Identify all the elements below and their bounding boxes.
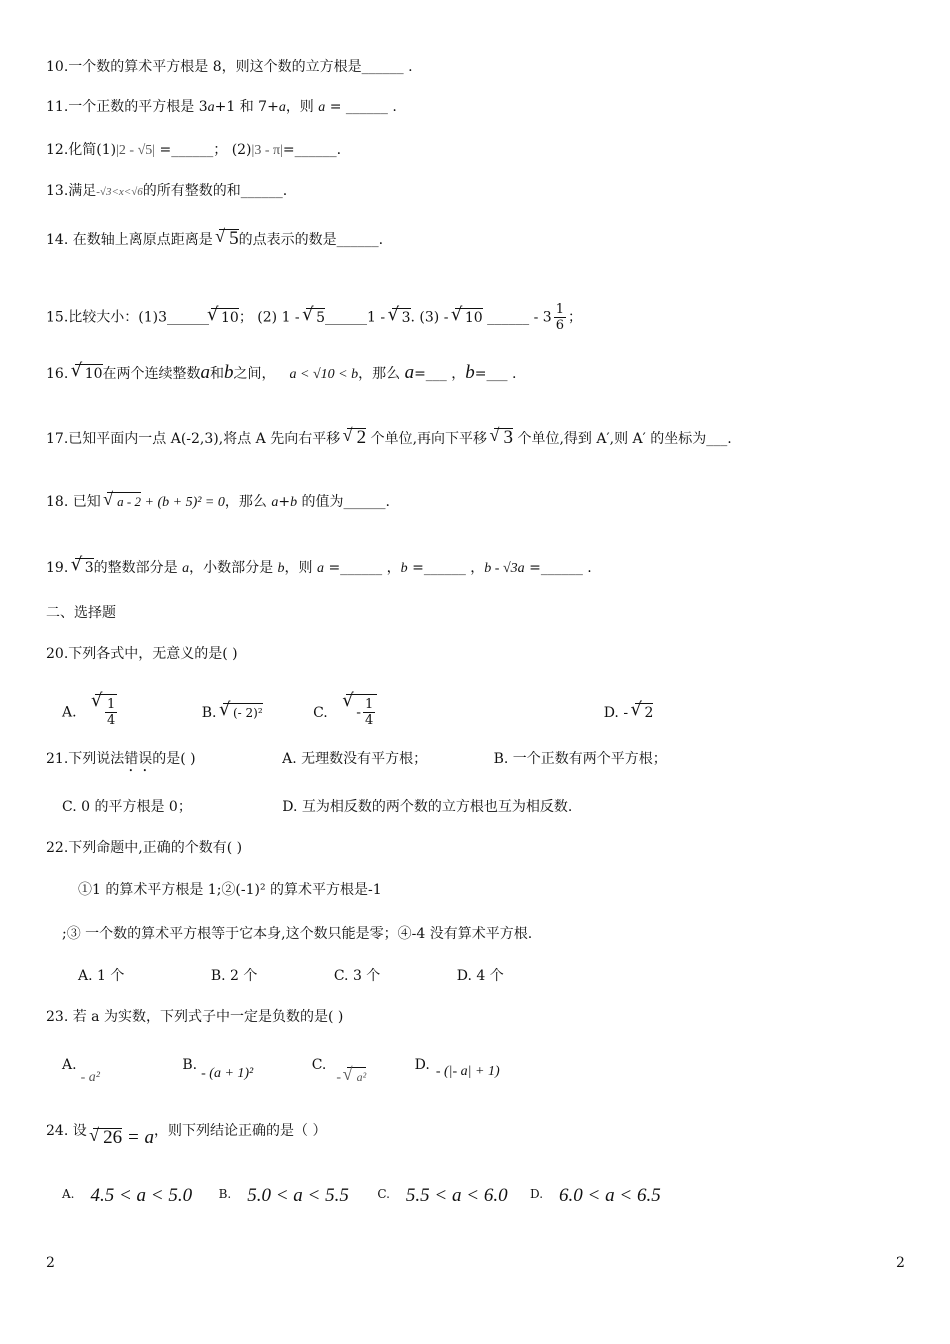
question-22-options: A. 1 个 B. 2 个 C. 3 个 D. 4 个 <box>78 968 504 984</box>
section-title-choice: 二、选择题 <box>46 605 116 621</box>
question-20-options: A. √ $\frac{1}{4}$ B. √ (- 2)² C. √ - $\frac{1}{4}$ D. - √ 2 <box>62 694 653 734</box>
question-15: 15.比较大小：(1)3______√ 10； (2) 1 - √ 5______1 - √ 3. (3) - √ 10 ______ - 3 $\frac{1}{6}$ ； <box>46 302 582 333</box>
question-24-options: A. 4.5 < a < 5.0 B. 5.0 < a < 5.5 C. 5.5 < a < 6.0 D. 6.0 < a < 6.5 <box>62 1185 661 1206</box>
question-22: 22.下列命题中,正确的个数有( ) <box>46 840 243 856</box>
question-22-item-1: ①1 的算术平方根是 1;②(-1)² 的算术平方根是-1 <box>78 882 382 898</box>
question-18: 18. 已知 √ a - 2 + (b + 5)² = 0，那么 a+b 的值为______. <box>46 492 390 513</box>
question-19: 19. √ 3的整数部分是 a，小数部分是 b，则 a =______ ，b =______ ，b - √3a =______ . <box>46 558 592 579</box>
question-13: 13.满足-√3<x<√6的所有整数的和______. <box>46 183 288 199</box>
question-17: 17.已知平面内一点 A(-2,3),将点 A 先向右平移 √ 2 个单位,再向下平移 √ 3 个单位,得到 A′,则 A′ 的坐标为___. <box>46 428 732 449</box>
question-21-options: C. 0 的平方根是 0； D. 互为相反数的两个数的立方根也互为相反数. <box>62 799 573 815</box>
question-10: 10.一个数的算术平方根是 8，则这个数的立方根是______ . <box>46 59 413 75</box>
question-16: 16. √ 10在两个连续整数a和b之间， a < √10 < b，那么 a=___ ，b=___ . <box>46 363 516 385</box>
question-24: 24. 设 √ 26 = a，则下列结论正确的是（ ） <box>46 1120 326 1156</box>
question-22-item-2: ;③ 一个数的算术平方根等于它本身,这个数只能是零；④-4 没有算术平方根. <box>62 926 533 942</box>
page-number-left: 2 <box>46 1255 55 1271</box>
question-11: 11.一个正数的平方根是 3a+1 和 7+a，则 a = ______ . <box>46 99 397 115</box>
question-23-options: A.- a² B.- (a + 1)² C.- √ a² D. - (|- a| + 1) <box>62 1055 500 1085</box>
question-23: 23. 若 a 为实数，下列式子中一定是负数的是( ) <box>46 1009 344 1025</box>
fraction: $\frac{1}{6}$ <box>555 302 564 333</box>
question-12: 12.化简(1)|2 - √5| =______； (2)|3 - π|=______. <box>46 142 342 158</box>
question-14: 14. 在数轴上离原点距离是 √ 5的点表示的数是______. <box>46 229 383 250</box>
question-21: 21.下列说法错误的是( ) A. 无理数没有平方根； B. 一个正数有两个平方根； <box>46 751 667 767</box>
page-number-right: 2 <box>896 1255 905 1271</box>
question-20: 20.下列各式中，无意义的是( ) <box>46 646 238 662</box>
